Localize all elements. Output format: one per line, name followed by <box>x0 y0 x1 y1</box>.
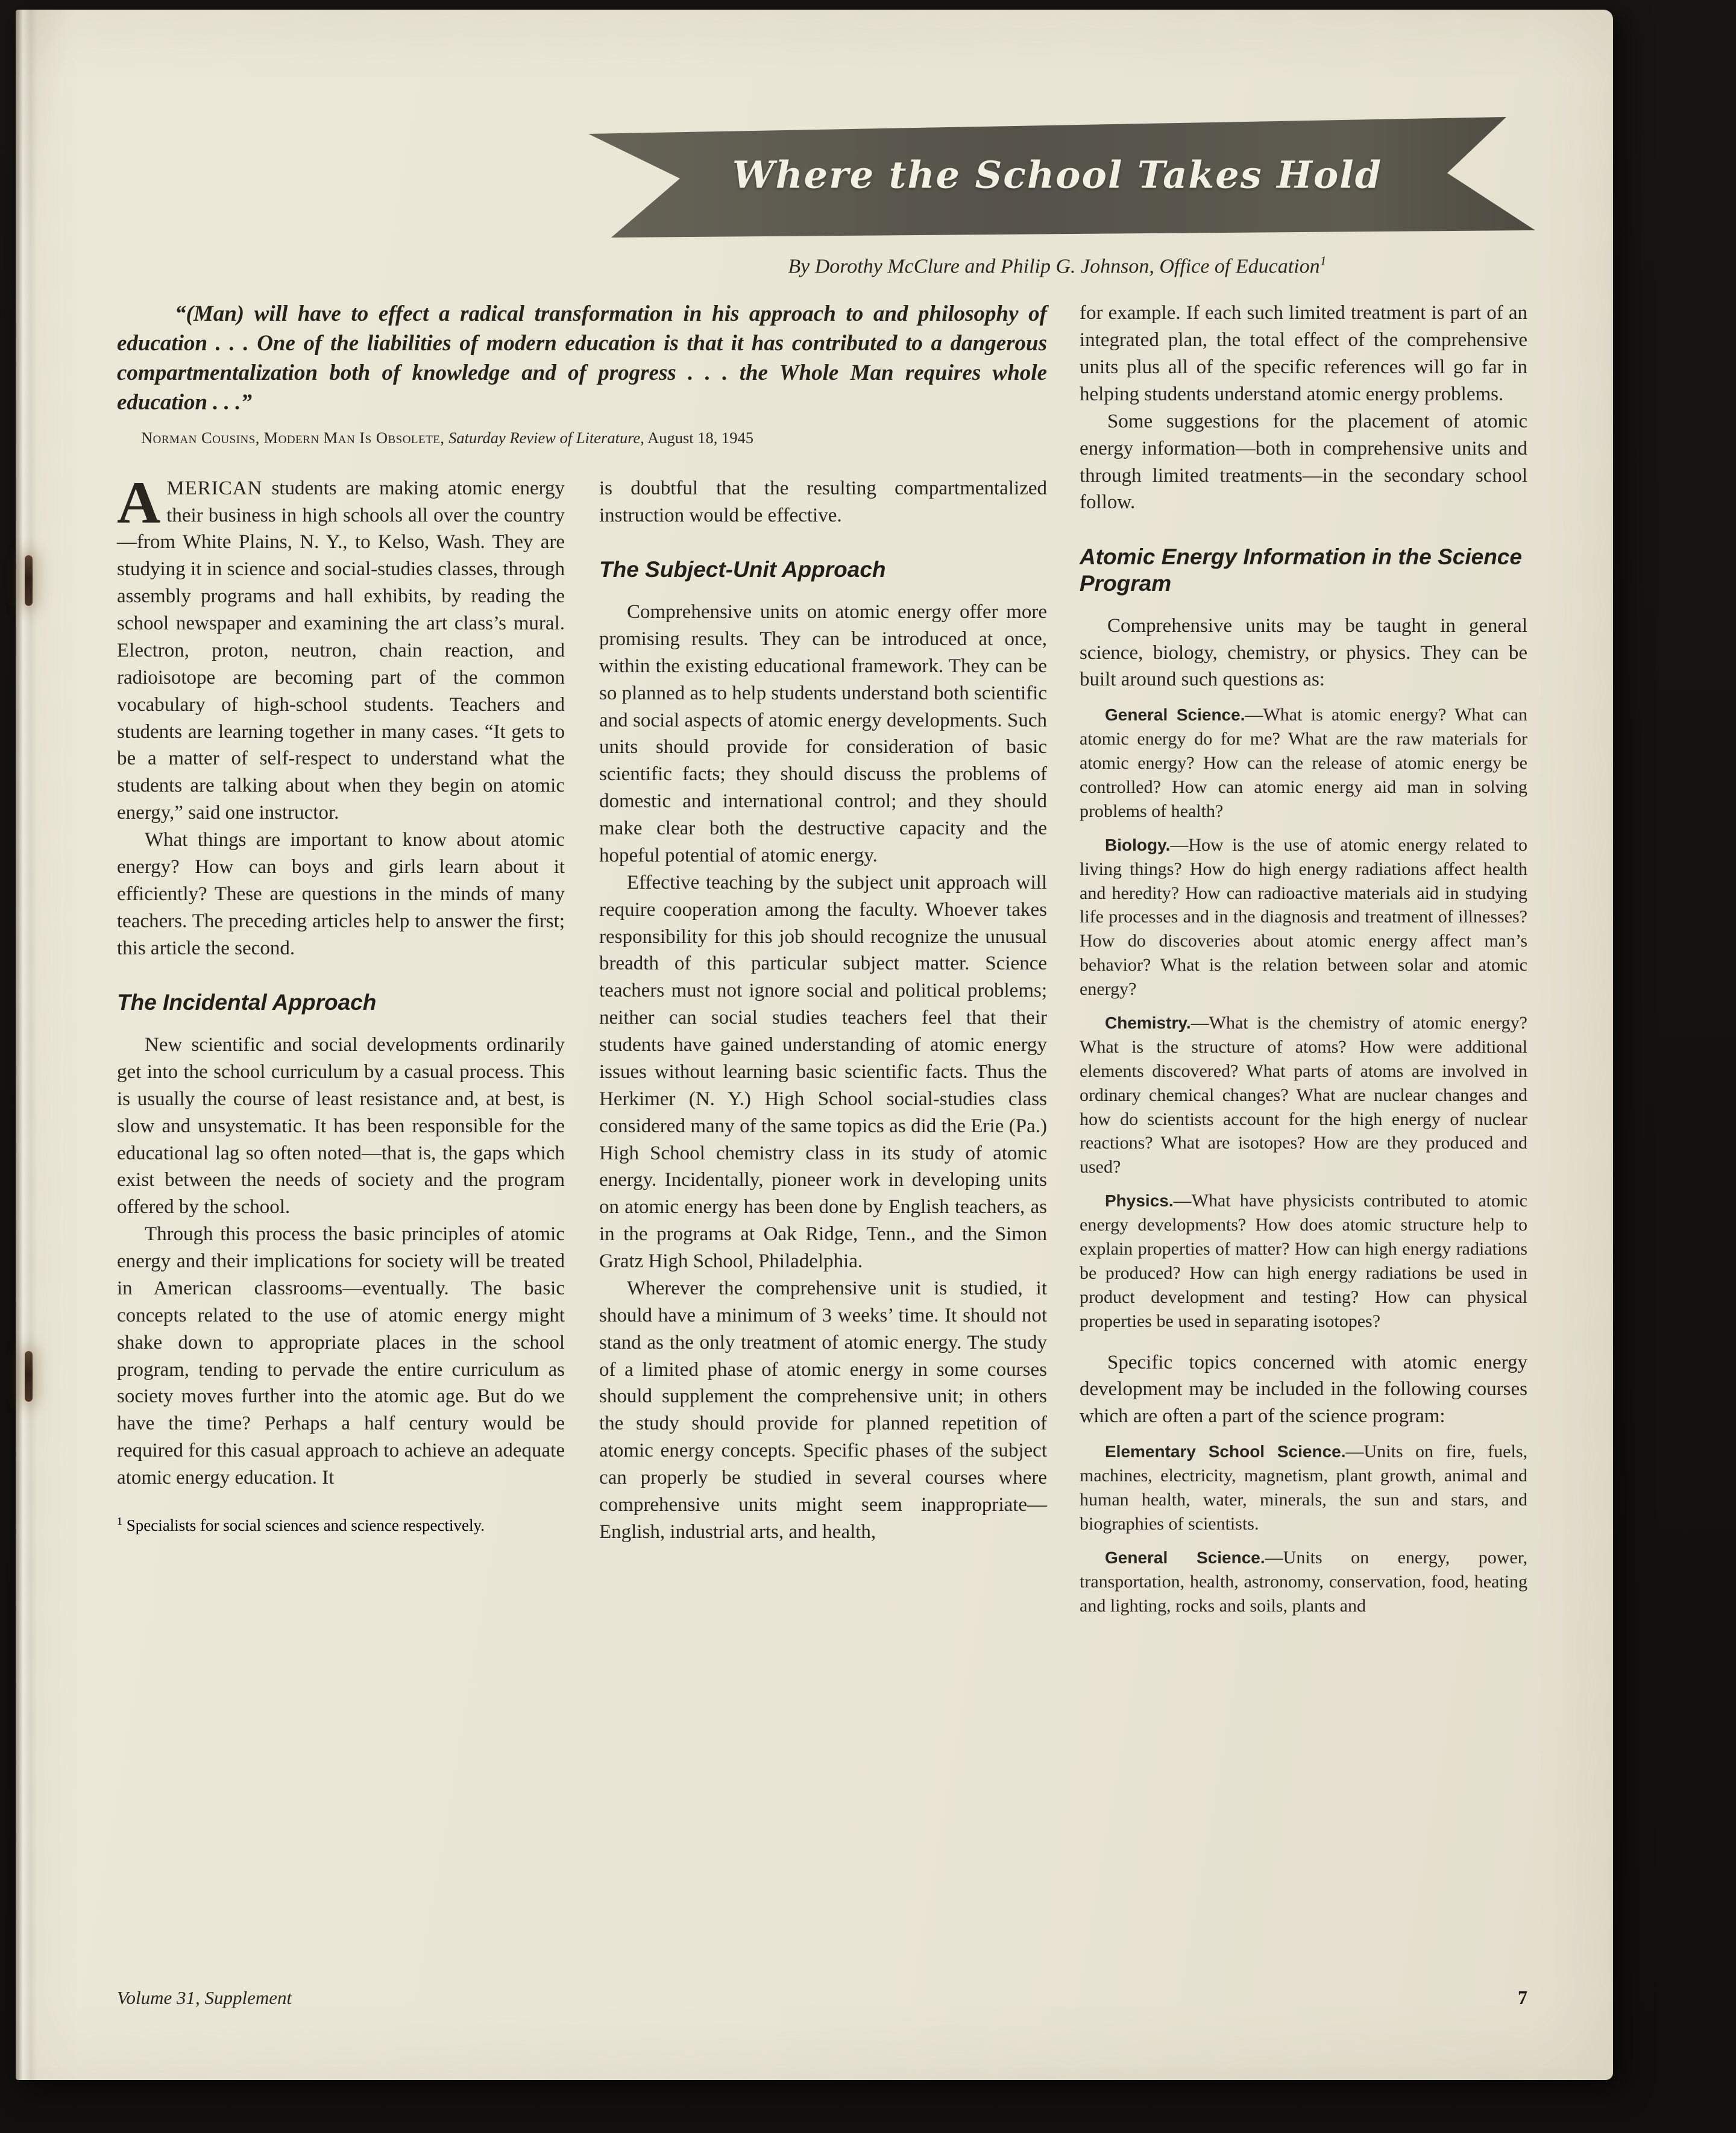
section-heading-atomic-energy-information: Atomic Energy Information in the Science Program <box>1080 544 1522 596</box>
question-item-chemistry <box>1080 1011 1527 1179</box>
staple-mark <box>25 555 33 606</box>
course-text: —Units on energy, power, transportation, health, astronomy, conservation, food, heating and lighting, rocks and soils, plants and <box>1080 1547 1527 1616</box>
footnote-marker: 1 <box>117 1514 122 1527</box>
course-text: —Units on fire, fuels, machines, electricity, magnetism, plant growth, animal and human health, water, minerals, the sun and stars, and biographies of scientists. <box>1080 1441 1527 1534</box>
course-item-general-science <box>1080 1546 1527 1618</box>
columns-one-two <box>117 468 1047 1546</box>
footnote <box>117 1514 565 1536</box>
question-lead: Biology. <box>1105 835 1171 854</box>
question-item-biology <box>1080 833 1527 1001</box>
article-body <box>117 300 1527 1618</box>
lead-word: MERICAN <box>166 477 263 499</box>
column-1 <box>117 468 565 1546</box>
question-item-physics <box>1080 1189 1527 1333</box>
page-number: 7 <box>1518 1986 1527 2008</box>
paragraph <box>117 468 565 827</box>
paragraph: What things are important to know about atomic energy? How can boys and girls learn about it efficiently? These are questions in the minds of many teachers. The preceding articles help to answer the first; this article the second. <box>117 829 565 959</box>
question-lead: Chemistry. <box>1105 1013 1191 1032</box>
epigraph-quote: “(Man) will have to effect a radical transformation in his approach to and philosophy of education . . . One of the liabilities of modern education is that it has contributed to a dangerous compartmentalization both of knowledge and of progress . . . the Whole Man requires whole education . . .” <box>117 301 1047 415</box>
paragraph: is doubtful that the resulting compartmentalized instruction would be effective. <box>599 477 1047 526</box>
column-3 <box>1080 300 1527 1618</box>
paragraph: Through this process the basic principles of atomic energy and their implications for society will be treated in American classrooms—eventually. The basic concepts related to the use of atomic energy might shake down to appropriate places in the school program, tending to pervade the entire curriculum as society moves further into the atomic age. But do we have the time? Perhaps a half century would be required for this casual approach to achieve an adequate atomic energy education. It <box>117 1223 565 1489</box>
paragraph: Comprehensive units may be taught in general science, biology, chemistry, or physics. They can be built around such questions as: <box>1080 614 1527 691</box>
scanned-magazine-page <box>16 10 1613 2080</box>
byline-text: By Dorothy McClure and Philip G. Johnson, Office of Education <box>788 255 1320 278</box>
staple-mark <box>25 1351 33 1402</box>
question-lead: General Science. <box>1105 705 1245 725</box>
column-2 <box>599 475 1047 1546</box>
attribution-work: Modern Man Is Obsolete, <box>263 428 445 447</box>
paragraph: Wherever the comprehensive unit is studied, it should have a minimum of 3 weeks’ time. It should not stand as the only treatment of atomic energy. The study of a limited phase of atomic energy in some courses should supplement the comprehensive unit; in others the study should provide for planned repetition of atomic energy concepts. Specific phases of the subject can properly be studied in several courses where comprehensive units might seem inappropriate—English, industrial arts, and health, <box>599 1277 1047 1543</box>
question-text: —What is atomic energy? What can atomic energy do for me? What are the raw materials for atomic energy? How can the release of atomic energy be controlled? How can atomic energy aid man in solving problems of health? <box>1080 705 1528 821</box>
page-footer <box>117 1986 1527 2009</box>
left-two-column-block <box>117 300 1047 1618</box>
paragraph: for example. If each such limited treatment is part of an integrated plan, the total effect of the comprehensive units plus all of the specific references will go far in helping students understand atomic energy problems. <box>1080 302 1527 405</box>
section-heading-incidental-approach: The Incidental Approach <box>117 990 377 1015</box>
paragraph: Specific topics concerned with atomic energy development may be included in the following courses which are often a part of the science program: <box>1080 1351 1527 1428</box>
article-header <box>575 113 1539 278</box>
course-lead: General Science. <box>1105 1548 1265 1567</box>
epigraph-attribution <box>117 429 1047 447</box>
paragraph: Comprehensive units on atomic energy offer more promising results. They can be introduced at once, within the existing educational framework. They can be so planned as to help students understand both scientific and social aspects of atomic energy developments. Such units should provide for consideration of basic scientific facts; they should discuss the problems of domestic and international control; and they should make clear both the destructive capacity and the hopeful potential of atomic energy. <box>599 601 1047 866</box>
byline <box>575 253 1539 278</box>
paragraph: Some suggestions for the placement of atomic energy information—both in comprehensive units and through limited treatments—in the secondary school follow. <box>1080 410 1527 514</box>
question-item-general-science <box>1080 703 1527 823</box>
course-item-elementary-school-science <box>1080 1440 1527 1536</box>
title-ribbon <box>575 113 1539 241</box>
paragraph: Effective teaching by the subject unit approach will require cooperation among the faculty. Whoever takes responsibility for this job should recognize the unusual breadth of this particular subject matter. Science teachers must not ignore social and political problems; neither can social studies teachers feel that their students have gained understanding of atomic energy issues without learning basic scientific facts. Thus the Herkimer (N. Y.) High School social-studies class considered many of the same topics as did the Erie (Pa.) High School chemistry class in its study of atomic energy. Incidentally, pioneer work in developing units on atomic energy has been done by English teachers, as in the programs at Oak Ridge, Tenn., and the Simon Gratz High School, Philadelphia. <box>599 871 1047 1273</box>
paragraph: New scientific and social developments ordinarily get into the school curriculum by a casual process. This is usually the course of least resistance and, at best, is slow and unsystematic. It has been responsible for the educational lag so often noted—that is, the gaps which exist between the needs of society and the program offered by the school. <box>117 1034 565 1218</box>
drop-cap: A <box>117 468 161 536</box>
course-lead: Elementary School Science. <box>1105 1442 1346 1461</box>
article-title: Where the School Takes Hold <box>732 153 1383 197</box>
byline-footnote-marker: 1 <box>1319 253 1327 268</box>
question-text: —What have physicists contributed to atomic energy developments? How does atomic structure help to explain properties of matter? How can high energy radiations be produced? How can high energy radiations be used in product development and testing? How can physical properties be used in separating isotopes? <box>1080 1191 1527 1331</box>
section-heading-subject-unit-approach: The Subject-Unit Approach <box>599 557 886 582</box>
question-lead: Physics. <box>1105 1191 1174 1211</box>
attribution-date: August 18, 1945 <box>647 428 754 447</box>
question-text: —What is the chemistry of atomic energy? What is the structure of atoms? How were additional elements discovered? What parts of atoms are involved in ordinary chemical changes? What are nuclear changes and how do scientists account for the high energy of nuclear reactions? What are isotopes? How are they produced and used? <box>1080 1012 1527 1177</box>
volume-label: Volume 31, Supplement <box>117 1987 292 2008</box>
question-text: —How is the use of atomic energy related to living things? How do high energy radiations affect health and heredity? How can radioactive materials aid in studying life processes and in the diagnosis and treatment of illnesses? How do discoveries about atomic energy affect man’s behavior? What is the relation between solar and atomic energy? <box>1080 834 1527 1000</box>
footnote-text: Specialists for social sciences and science respectively. <box>122 1516 485 1534</box>
paragraph-text: students are making atomic energy their business in high schools all over the country—from White Plains, N. Y., to Kelso, Wash. They are studying it in science and social-studies classes, through assembly programs and hall exhibits, by reading the school newspaper and examining the art class’s mural. Electron, proton, neutron, chain reaction, and radioisotope are becoming part of the common vocabulary of high-school students. Teachers and students are learning together in many cases. “It gets to be a matter of self-respect to understand what the students are talking about when they begin on atomic energy,” said one instructor. <box>117 477 565 824</box>
attribution-author: Norman Cousins, <box>141 428 260 447</box>
page-content <box>117 113 1527 1618</box>
attribution-journal: Saturday Review of Literature, <box>448 428 644 447</box>
